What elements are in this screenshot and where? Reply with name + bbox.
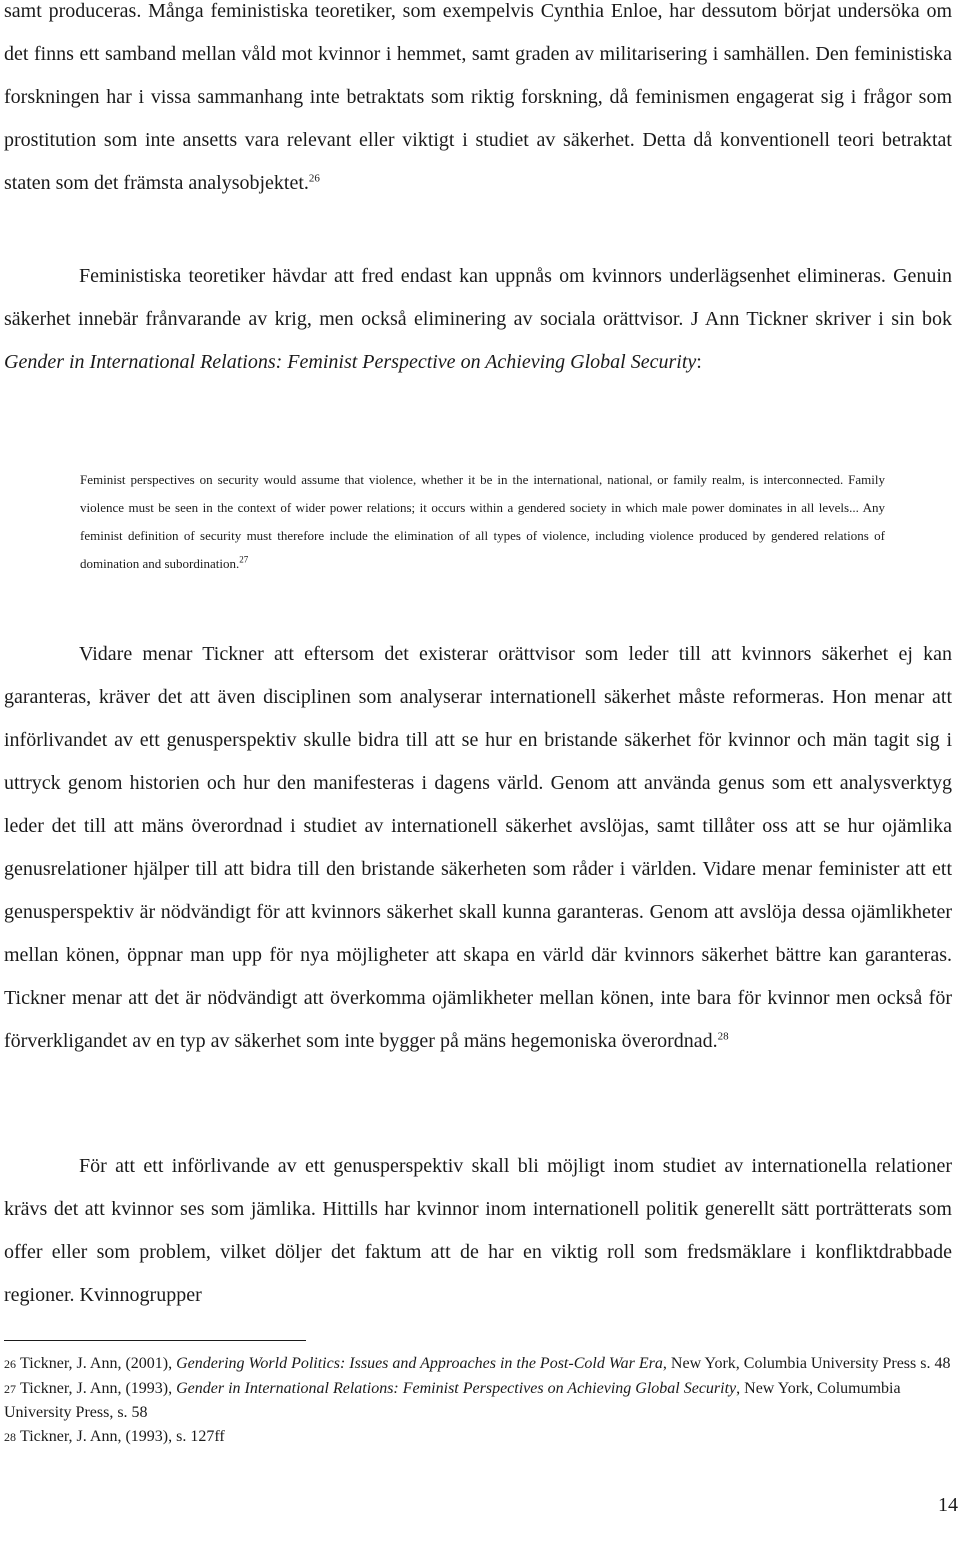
footnote-ref-26[interactable]: 26 (308, 172, 320, 185)
footnote-text: Tickner, J. Ann, (1993), (20, 1379, 177, 1397)
footnotes (4, 1352, 952, 1449)
paragraph-text: Vidare menar Tickner att eftersom det existerar orättvisor som leder till att kvinnors säkerhet ej kan garanteras, kräver det att även disciplinen som analyserar internationell säkerhet måste reformeras. Hon menar att införlivandet av ett genusperspektiv skulle bidra till att se hur en bristande säkerhet för kvinnor och män tagit sig i uttryck genom historien och hur den manifesteras i dagens värld. Genom att använda genus som ett analysverktyg leder det till att mäns överordnad i studiet av internationell säkerhet avslöjas, samt tillåter oss att se hur ojämlika genusrelationer hjälper till att bidra till den bristande säkerheten som råder i världen. Vidare menar feminister att ett genusperspektiv är nödvändigt för att kvinnors säkerhet skall kunna garanteras. Genom att avslöja dessa ojämlikheter mellan könen, öppnar man upp för nya möjligheter att skapa en värld där kvinnors säkerhet bättre kan garanteras. Tickner menar att det är nödvändigt att överkomma ojämlikheter mellan könen, inte bara för kvinnor men också för förverkligandet av en typ av säkerhet som inte bygger på mäns hegemoniska överordnad. (4, 643, 952, 1052)
footnote-text: , New York, Columumbia University Press, s. 58 (4, 1379, 901, 1421)
body-paragraph-1 (4, 0, 952, 205)
footnote-text: , New York, Columbia University Press s. 48 (662, 1355, 951, 1372)
footnote-ref-27[interactable]: 27 (239, 554, 249, 565)
page-number: 14 (938, 1494, 958, 1516)
body-paragraph-4 (4, 1145, 952, 1317)
paragraph-text: samt produceras. Många feministiska teoretiker, som exempelvis Cynthia Enloe, har dessutom börjat undersöka om det finns ett samband mellan våld mot kvinnor i hemmet, samt graden av militarisering i samhällen. Den feministiska forskningen har i vissa sammanhang inte betraktats som riktig forskning, då feminismen engagerat sig i frågor som prostitution som inte ansetts vara relevant eller viktigt i studiet av säkerhet. Detta då konventionell teori betraktat staten som det främsta analysobjektet. (4, 0, 952, 194)
paragraph-text: : (696, 351, 702, 373)
block-quote (80, 466, 885, 578)
footnote-27 (4, 1377, 952, 1425)
footnote-number: 27 (4, 1381, 16, 1396)
footnote-title: Gender in International Relations: Feminist Perspectives on Achieving Global Security (176, 1379, 737, 1397)
footnote-number: 28 (4, 1429, 16, 1444)
footnote-text: Tickner, J. Ann, (2001), (20, 1355, 177, 1372)
footnote-ref-28[interactable]: 28 (717, 1030, 729, 1043)
footnote-26 (4, 1352, 952, 1377)
quote-text: Feminist perspectives on security would assume that violence, whether it be in the international, national, or family realm, is interconnected. Family violence must be seen in the context of wider power relations; it occurs within a gendered society in which male power dominates in all levels... Any feminist definition of security must therefore include the elimination of all types of violence, including violence produced by gendered relations of domination and subordination. (80, 472, 885, 571)
body-paragraph-3 (4, 633, 952, 1063)
footnote-28 (4, 1425, 952, 1450)
book-title: Gender in International Relations: Feminist Perspective on Achieving Global Security (4, 351, 697, 373)
footnote-title: Gendering World Politics: Issues and Approaches in the Post-Cold War Era (176, 1355, 663, 1372)
paragraph-text: Feministiska teoretiker hävdar att fred endast kan uppnås om kvinnors underlägsenhet elimineras. Genuin säkerhet innebär frånvarande av krig, men också eliminering av sociala orättvisor. J Ann Tickner skriver i sin bok (4, 265, 952, 330)
footnote-number: 26 (4, 1357, 16, 1371)
body-paragraph-2 (4, 255, 952, 384)
paragraph-text: För att ett införlivande av ett genusperspektiv skall bli möjligt inom studiet av internationella relationer krävs det att kvinnor ses som jämlika. Hittills har kvinnor inom internationell politik generellt sätt porträtterats som offer eller som problem, vilket döljer det faktum att de har en viktig roll som fredsmäklare i konfliktdrabbade regioner. Kvinnogrupper (4, 1155, 952, 1306)
footnote-separator (4, 1340, 306, 1341)
footnote-text: Tickner, J. Ann, (1993), s. 127ff (20, 1427, 225, 1445)
